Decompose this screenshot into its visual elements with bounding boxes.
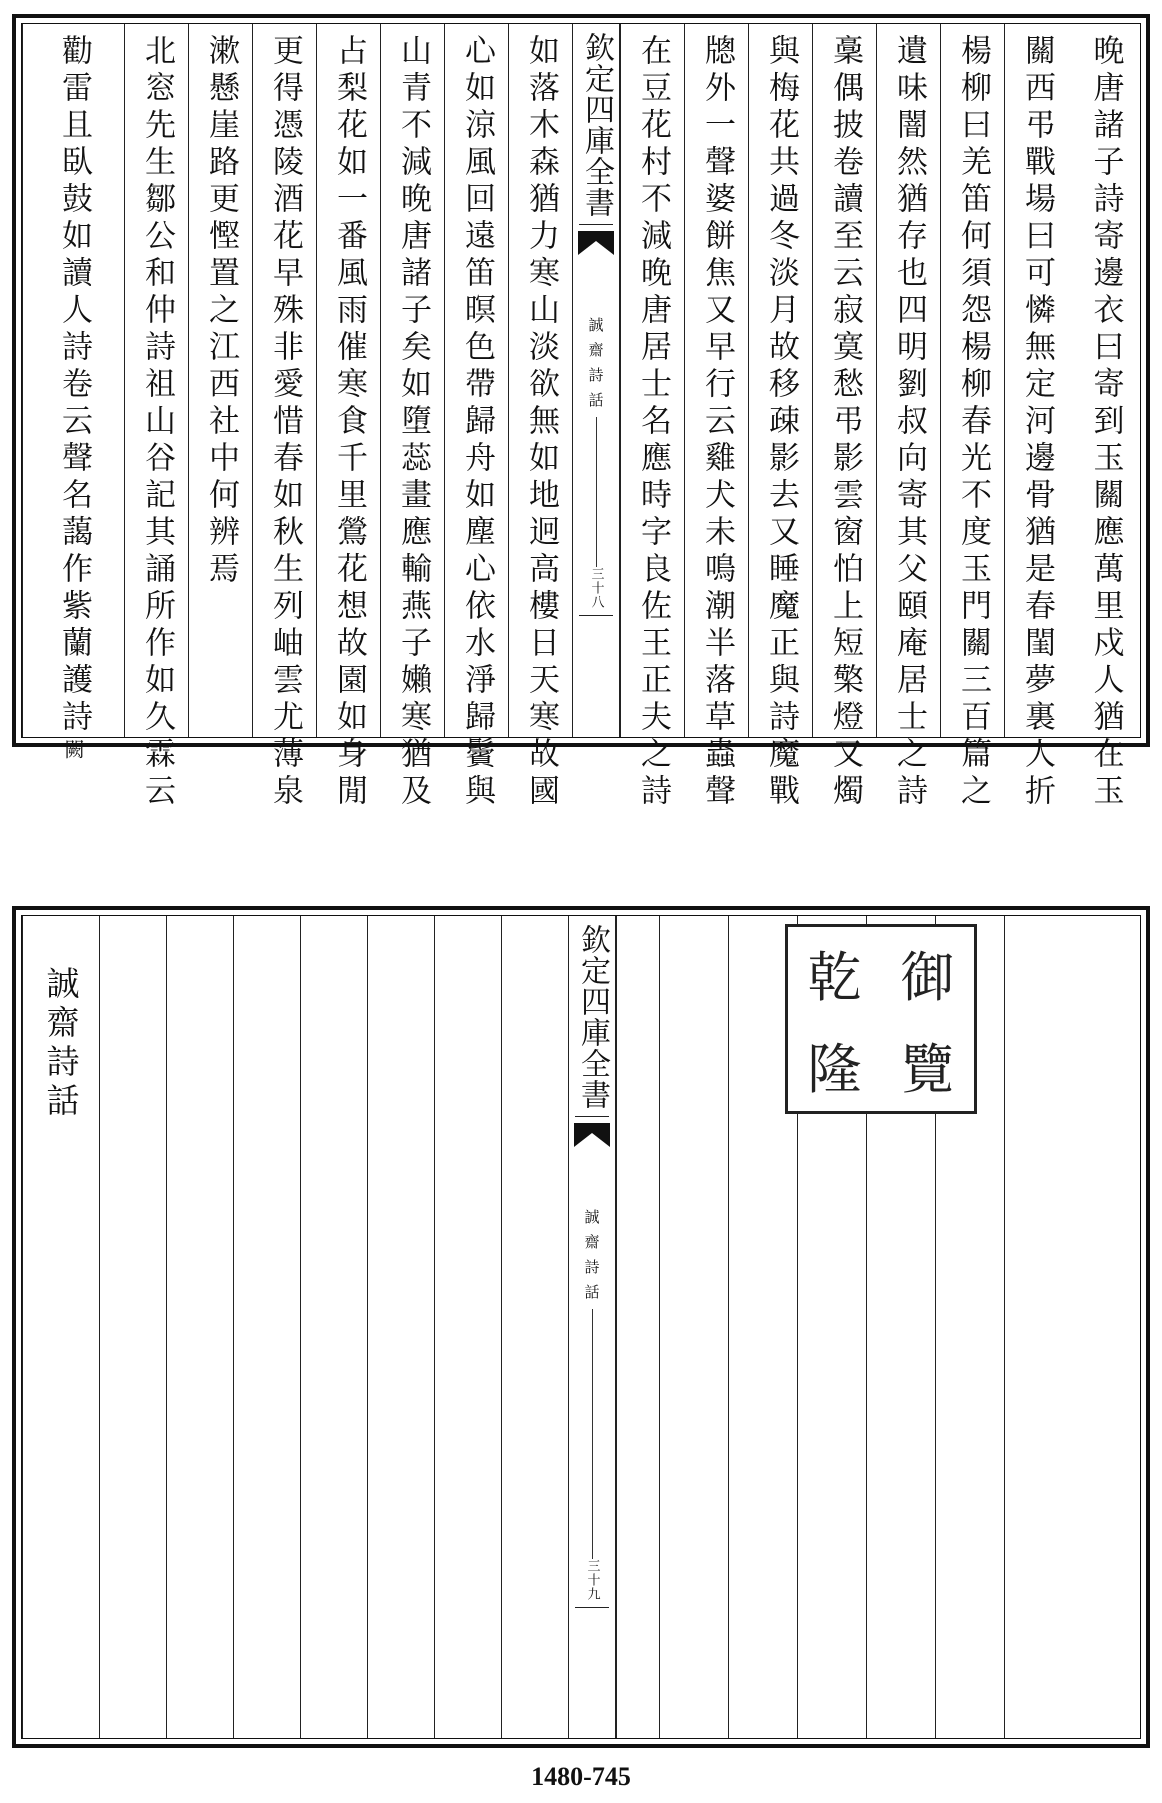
text-column [508,24,572,811]
library-title: 欽定四庫全書 [579,32,614,218]
column-text: 占梨花如一番風雨催寒食千里鶯花想故園如身閒 [331,34,367,811]
empty-column [1004,916,1073,1738]
center-fold-column [572,24,620,737]
page-number: 三十九 [584,1559,600,1601]
divider-line [575,1116,609,1117]
seal-character: 乾 [807,945,862,1009]
top-page [12,14,1150,811]
text-column [684,24,748,811]
column-text: 遺味闇然猶存也四明劉叔向寄其父頤庵居士之詩 [891,34,927,811]
text-column [444,24,508,811]
text-column [812,24,876,811]
text-column [22,916,99,1738]
divider-line [575,1607,609,1608]
column-text: 山青不減晚唐諸子矣如墮蕊畫應輸燕子嬾寒猶及 [395,34,431,811]
column-text: 關西弔戰場曰可憐無定河邊骨猶是春閨夢裏人折 [1019,34,1055,811]
closing-title: 誠齋詩話 [41,966,81,1122]
seal-character: 覽 [900,1037,955,1101]
column-text: 北窓先生鄒公和仲詩祖山谷記其誦所作如久霖云 [139,34,175,811]
bottom-page [12,906,1150,1748]
column-text: 心如涼風回遠笛暝色帶歸舟如塵心依水淨歸鬢與 [459,34,495,811]
column-text: 稾偶披卷讀至云寂寞愁弔影雲窗怕上短檠燈又燭 [827,34,863,811]
column-text: 如落木森猶力寒山淡欲無如地迥高樓日天寒故國 [523,34,559,811]
text-column [620,24,684,811]
divider-line [579,224,613,225]
page-id: 1480-745 [531,1762,631,1791]
column-text: 勸雷且臥鼓如讀人詩卷云聲名藹作紫蘭護詩 [56,34,92,737]
column-text: 更得憑陵酒花早殊非愛惜春如秋生列岫雲尤薄泉 [267,34,303,811]
seal-character: 隆 [807,1037,862,1101]
seal-character: 御 [900,945,955,1009]
column-text: 漱懸崖路更慳置之江西社中何辨焉 [203,34,239,589]
empty-column [1073,916,1142,1738]
column-text: 晚唐諸子詩寄邊衣曰寄到玉關應萬里戍人猶在玉 [1087,34,1124,811]
column-text: 與梅花共過冬淡月故移疎影去又睡魔正與詩魔戰 [763,34,799,811]
empty-column [166,916,233,1738]
text-column [748,24,812,811]
column-text: 楊柳曰羌笛何須怨楊柳春光不度玉門關三百篇之 [955,34,991,811]
fishtail-mark-icon [577,229,615,257]
text-column [380,24,444,811]
empty-column [233,916,300,1738]
top-page-frame [21,23,1141,811]
fishtail-mark-icon [573,1121,611,1149]
text-column [940,24,1004,811]
empty-column [434,916,501,1738]
text-column [124,24,188,811]
empty-column [501,916,568,1738]
center-fold-column [568,916,616,1738]
text-column [1068,24,1142,811]
divider-line [592,1309,593,1559]
library-title: 欽定四庫全書 [575,924,610,1110]
bottom-page-frame [21,915,1141,1739]
lacuna-note: 闕 [61,739,85,759]
imperial-seal-icon [785,924,977,1114]
text-column [316,24,380,811]
empty-column [367,916,434,1738]
book-title: 誠齋詩話 [582,1209,601,1309]
text-column [876,24,940,811]
text-column [1004,24,1068,811]
column-text: 牕外一聲婆餅焦又早行云雞犬未鳴潮半落草蟲聲 [699,34,735,811]
page-number: 三十八 [588,567,604,609]
column-text: 在豆花村不減晚唐居士名應時字良佐王正夫之詩 [635,34,671,811]
divider-line [579,615,613,616]
text-column [252,24,316,811]
text-column [188,24,252,737]
empty-column [99,916,166,1738]
empty-column [659,916,728,1738]
text-column [22,24,124,759]
book-title: 誠齋詩話 [586,317,605,417]
divider-line [596,417,597,567]
empty-column [300,916,367,1738]
empty-column [616,916,659,1738]
